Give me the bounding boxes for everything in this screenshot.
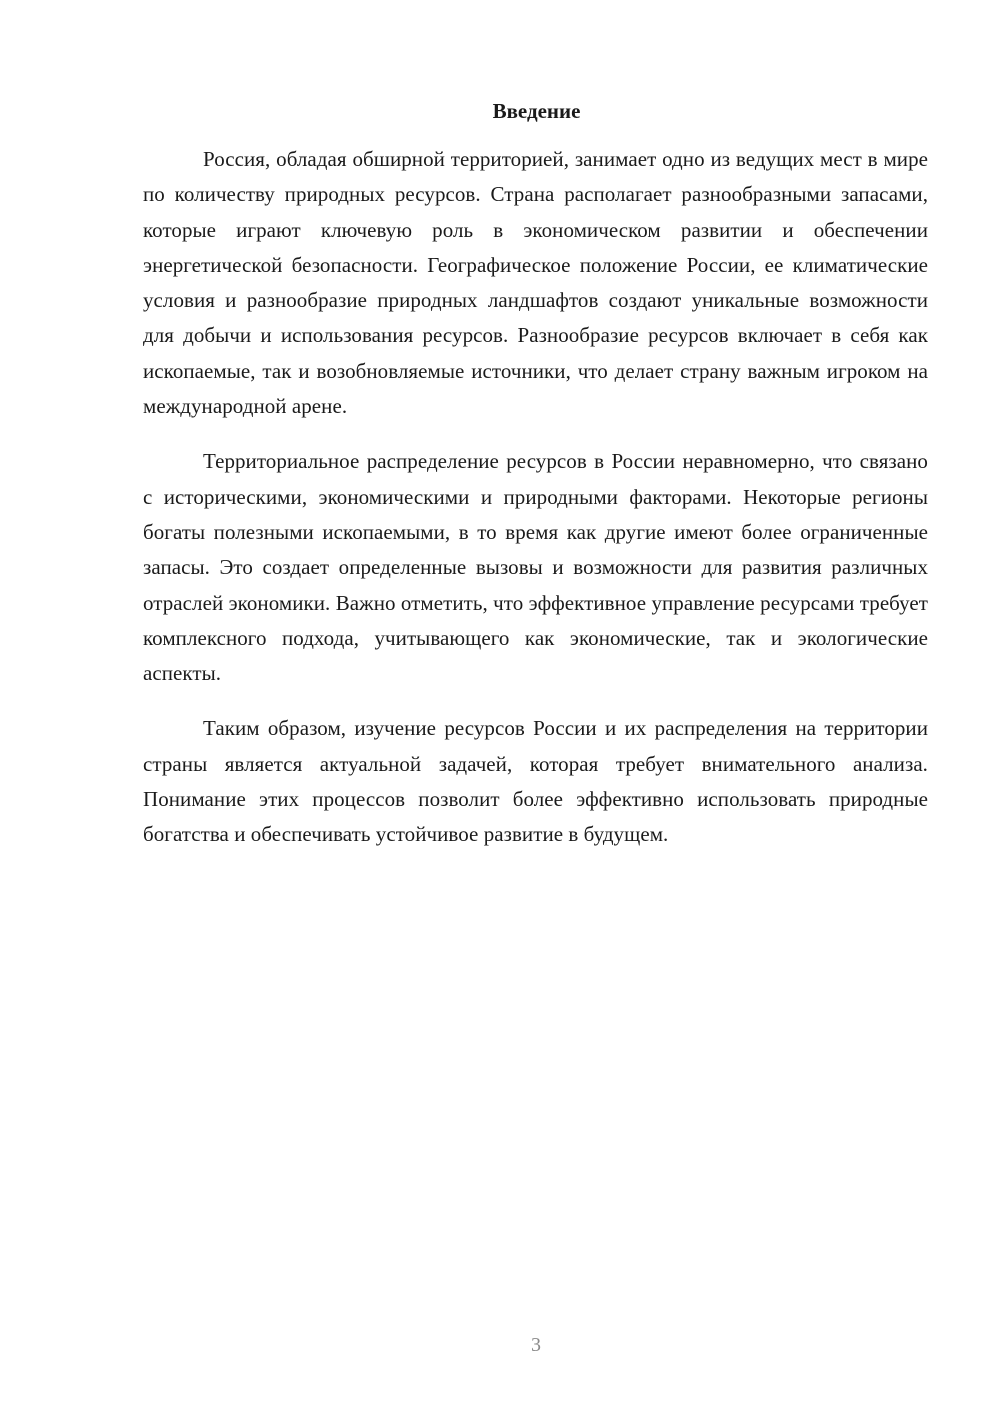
page-content (143, 96, 928, 873)
page-number: 3 (531, 1334, 541, 1356)
paragraph-2: Территориальное распределение ресурсов в России неравномерно, что связано с историческими, экономическими и природными факторами. Некоторые регионы богаты полезными ископаемыми, в то время как другие имеют более ограниченные запасы. Это создает определенные вызовы и возможности для развития различных отраслей экономики. Важно отметить, что эффективное управление ресурсами требует комплексного подхода, учитывающего как экономические, так и экологические аспекты. (143, 449, 928, 686)
section-title: Введение (492, 99, 581, 123)
paragraph-1: Россия, обладая обширной территорией, занимает одно из ведущих мест в мире по количеству природных ресурсов. Страна располагает разнообразными запасами, которые играют ключевую роль в экономическом развитии и обеспечении энергетической безопасности. Географическое положение России, ее климатические условия и разнообразие природных ландшафтов создают уникальные возможности для добычи и использования ресурсов. Разнообразие ресурсов включает в себя как ископаемые, так и возобновляемые источники, что делает страну важным игроком на международной арене. (143, 147, 928, 419)
paragraph-3: Таким образом, изучение ресурсов России и их распределения на территории страны является актуальной задачей, которая требует внимательного анализа. Понимание этих процессов позволит более эффективно использовать природные богатства и обеспечивать устойчивое развитие в будущем. (143, 716, 928, 847)
